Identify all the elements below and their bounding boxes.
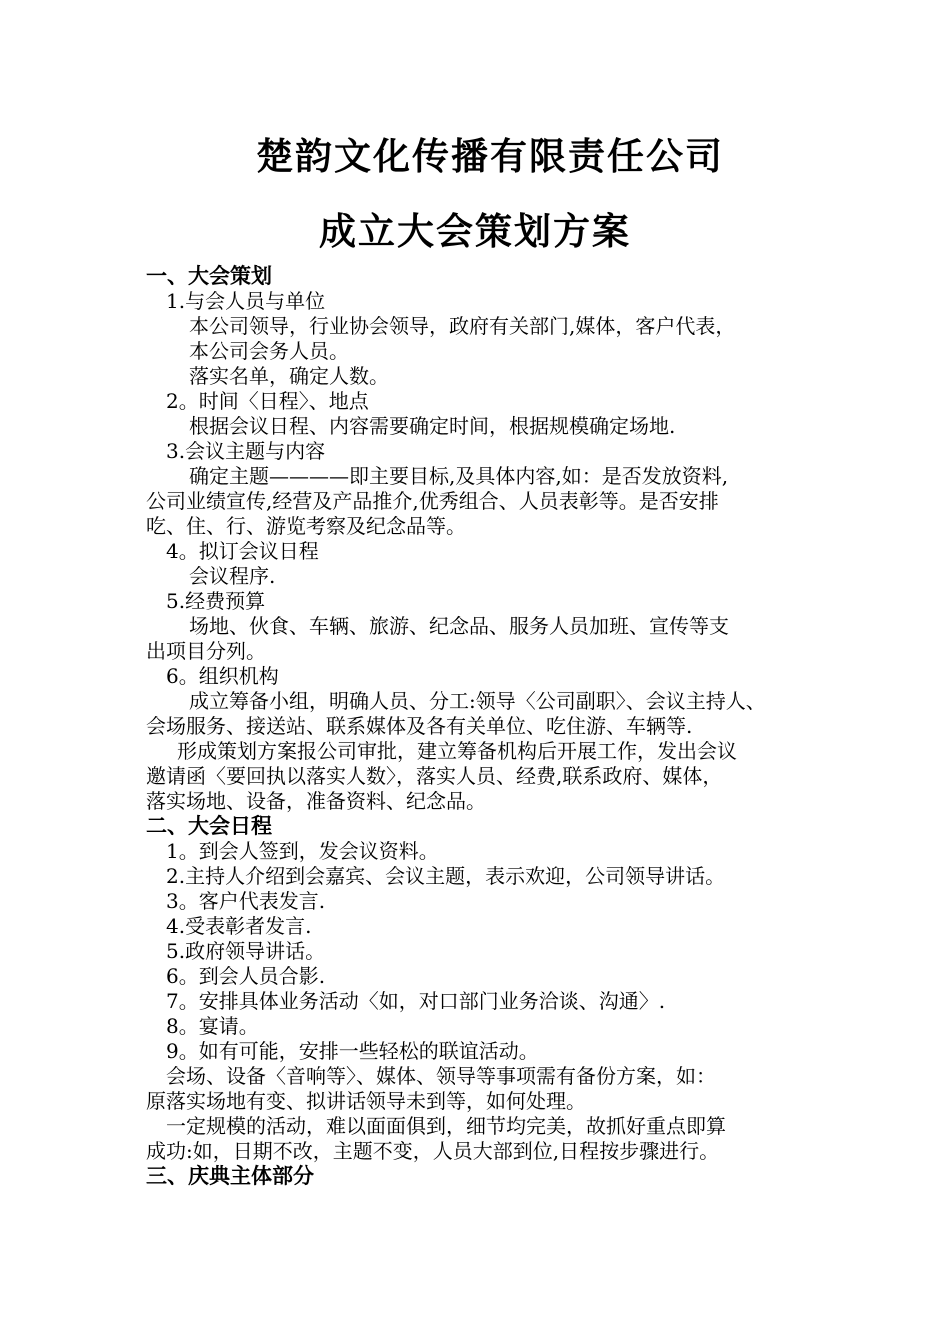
- paragraph-line: 形成策划方案报公司审批，建立筹备机构后开展工作，发出会议: [177, 739, 737, 763]
- paragraph-line: 公司业绩宣传,经营及产品推介,优秀组合、人员表彰等。是否安排: [146, 489, 719, 513]
- section-heading-3: 三、庆典主体部分: [146, 1164, 314, 1188]
- paragraph-line: 根据会议日程、内容需要确定时间，根据规模确定场地.: [189, 414, 676, 438]
- item-heading: 1.与会人员与单位: [166, 289, 326, 313]
- list-item: 2.主持人介绍到会嘉宾、会议主题，表示欢迎，公司领导讲话。: [166, 864, 726, 888]
- paragraph-line: 场地、伙食、车辆、旅游、纪念品、服务人员加班、宣传等支: [189, 614, 729, 638]
- list-item: 6。到会人员合影.: [166, 964, 326, 988]
- item-heading: 6。组织机构: [166, 664, 279, 688]
- list-item: 5.政府领导讲话。: [166, 939, 326, 963]
- paragraph-line: 一定规模的活动，难以面面俱到，细节均完美，故抓好重点即算: [166, 1114, 726, 1138]
- item-heading: 3.会议主题与内容: [166, 439, 326, 463]
- list-item: 8。宴请。: [166, 1014, 259, 1038]
- list-item: 1。到会人签到，发会议资料。: [166, 839, 439, 863]
- document-title: 楚韵文化传播有限责任公司: [256, 135, 724, 178]
- item-heading: 5.经费预算: [166, 589, 266, 613]
- item-heading: 4。拟订会议日程: [166, 539, 319, 563]
- paragraph-line: 成立筹备小组，明确人员、分工:领导〈公司副职〉、会议主持人、: [189, 689, 766, 713]
- paragraph-line: 落实场地、设备，准备资料、纪念品。: [146, 789, 486, 813]
- section-heading-1: 一、大会策划: [146, 264, 272, 288]
- paragraph-line: 邀请函〈要回执以落实人数〉，落实人员、经费,联系政府、媒体，: [146, 764, 723, 788]
- paragraph-line: 会议程序.: [189, 564, 276, 588]
- list-item: 9。如有可能，安排一些轻松的联谊活动。: [166, 1039, 539, 1063]
- list-item: 4.受表彰者发言.: [166, 914, 312, 938]
- paragraph-line: 成功:如，日期不改，主题不变，人员大部到位,日程按步骤进行。: [146, 1139, 720, 1163]
- item-heading: 2。时间〈日程〉、地点: [166, 389, 369, 413]
- paragraph-line: 会场、设备〈音响等〉、媒体、领导等事项需有备份方案，如：: [166, 1064, 716, 1088]
- paragraph-line: 会场服务、接送站、联系媒体及各有关单位、吃住游、车辆等.: [146, 714, 693, 738]
- document-subtitle: 成立大会策划方案: [319, 210, 631, 253]
- list-item: 7。安排具体业务活动〈如，对口部门业务洽谈、沟通〉.: [166, 989, 666, 1013]
- paragraph-line: 本公司会务人员。: [189, 339, 349, 363]
- paragraph-line: 出项目分列。: [146, 639, 266, 663]
- paragraph-line: 原落实场地有变、拟讲话领导未到等，如何处理。: [146, 1089, 586, 1113]
- paragraph-line: 落实名单，确定人数。: [189, 364, 389, 388]
- section-heading-2: 二、大会日程: [146, 814, 272, 838]
- paragraph-line: 确定主题————即主要目标,及具体内容,如：是否发放资料,: [189, 464, 729, 488]
- paragraph-line: 吃、住、行、游览考察及纪念品等。: [146, 514, 466, 538]
- paragraph-line: 本公司领导，行业协会领导，政府有关部门,媒体，客户代表，: [189, 314, 736, 338]
- list-item: 3。客户代表发言.: [166, 889, 326, 913]
